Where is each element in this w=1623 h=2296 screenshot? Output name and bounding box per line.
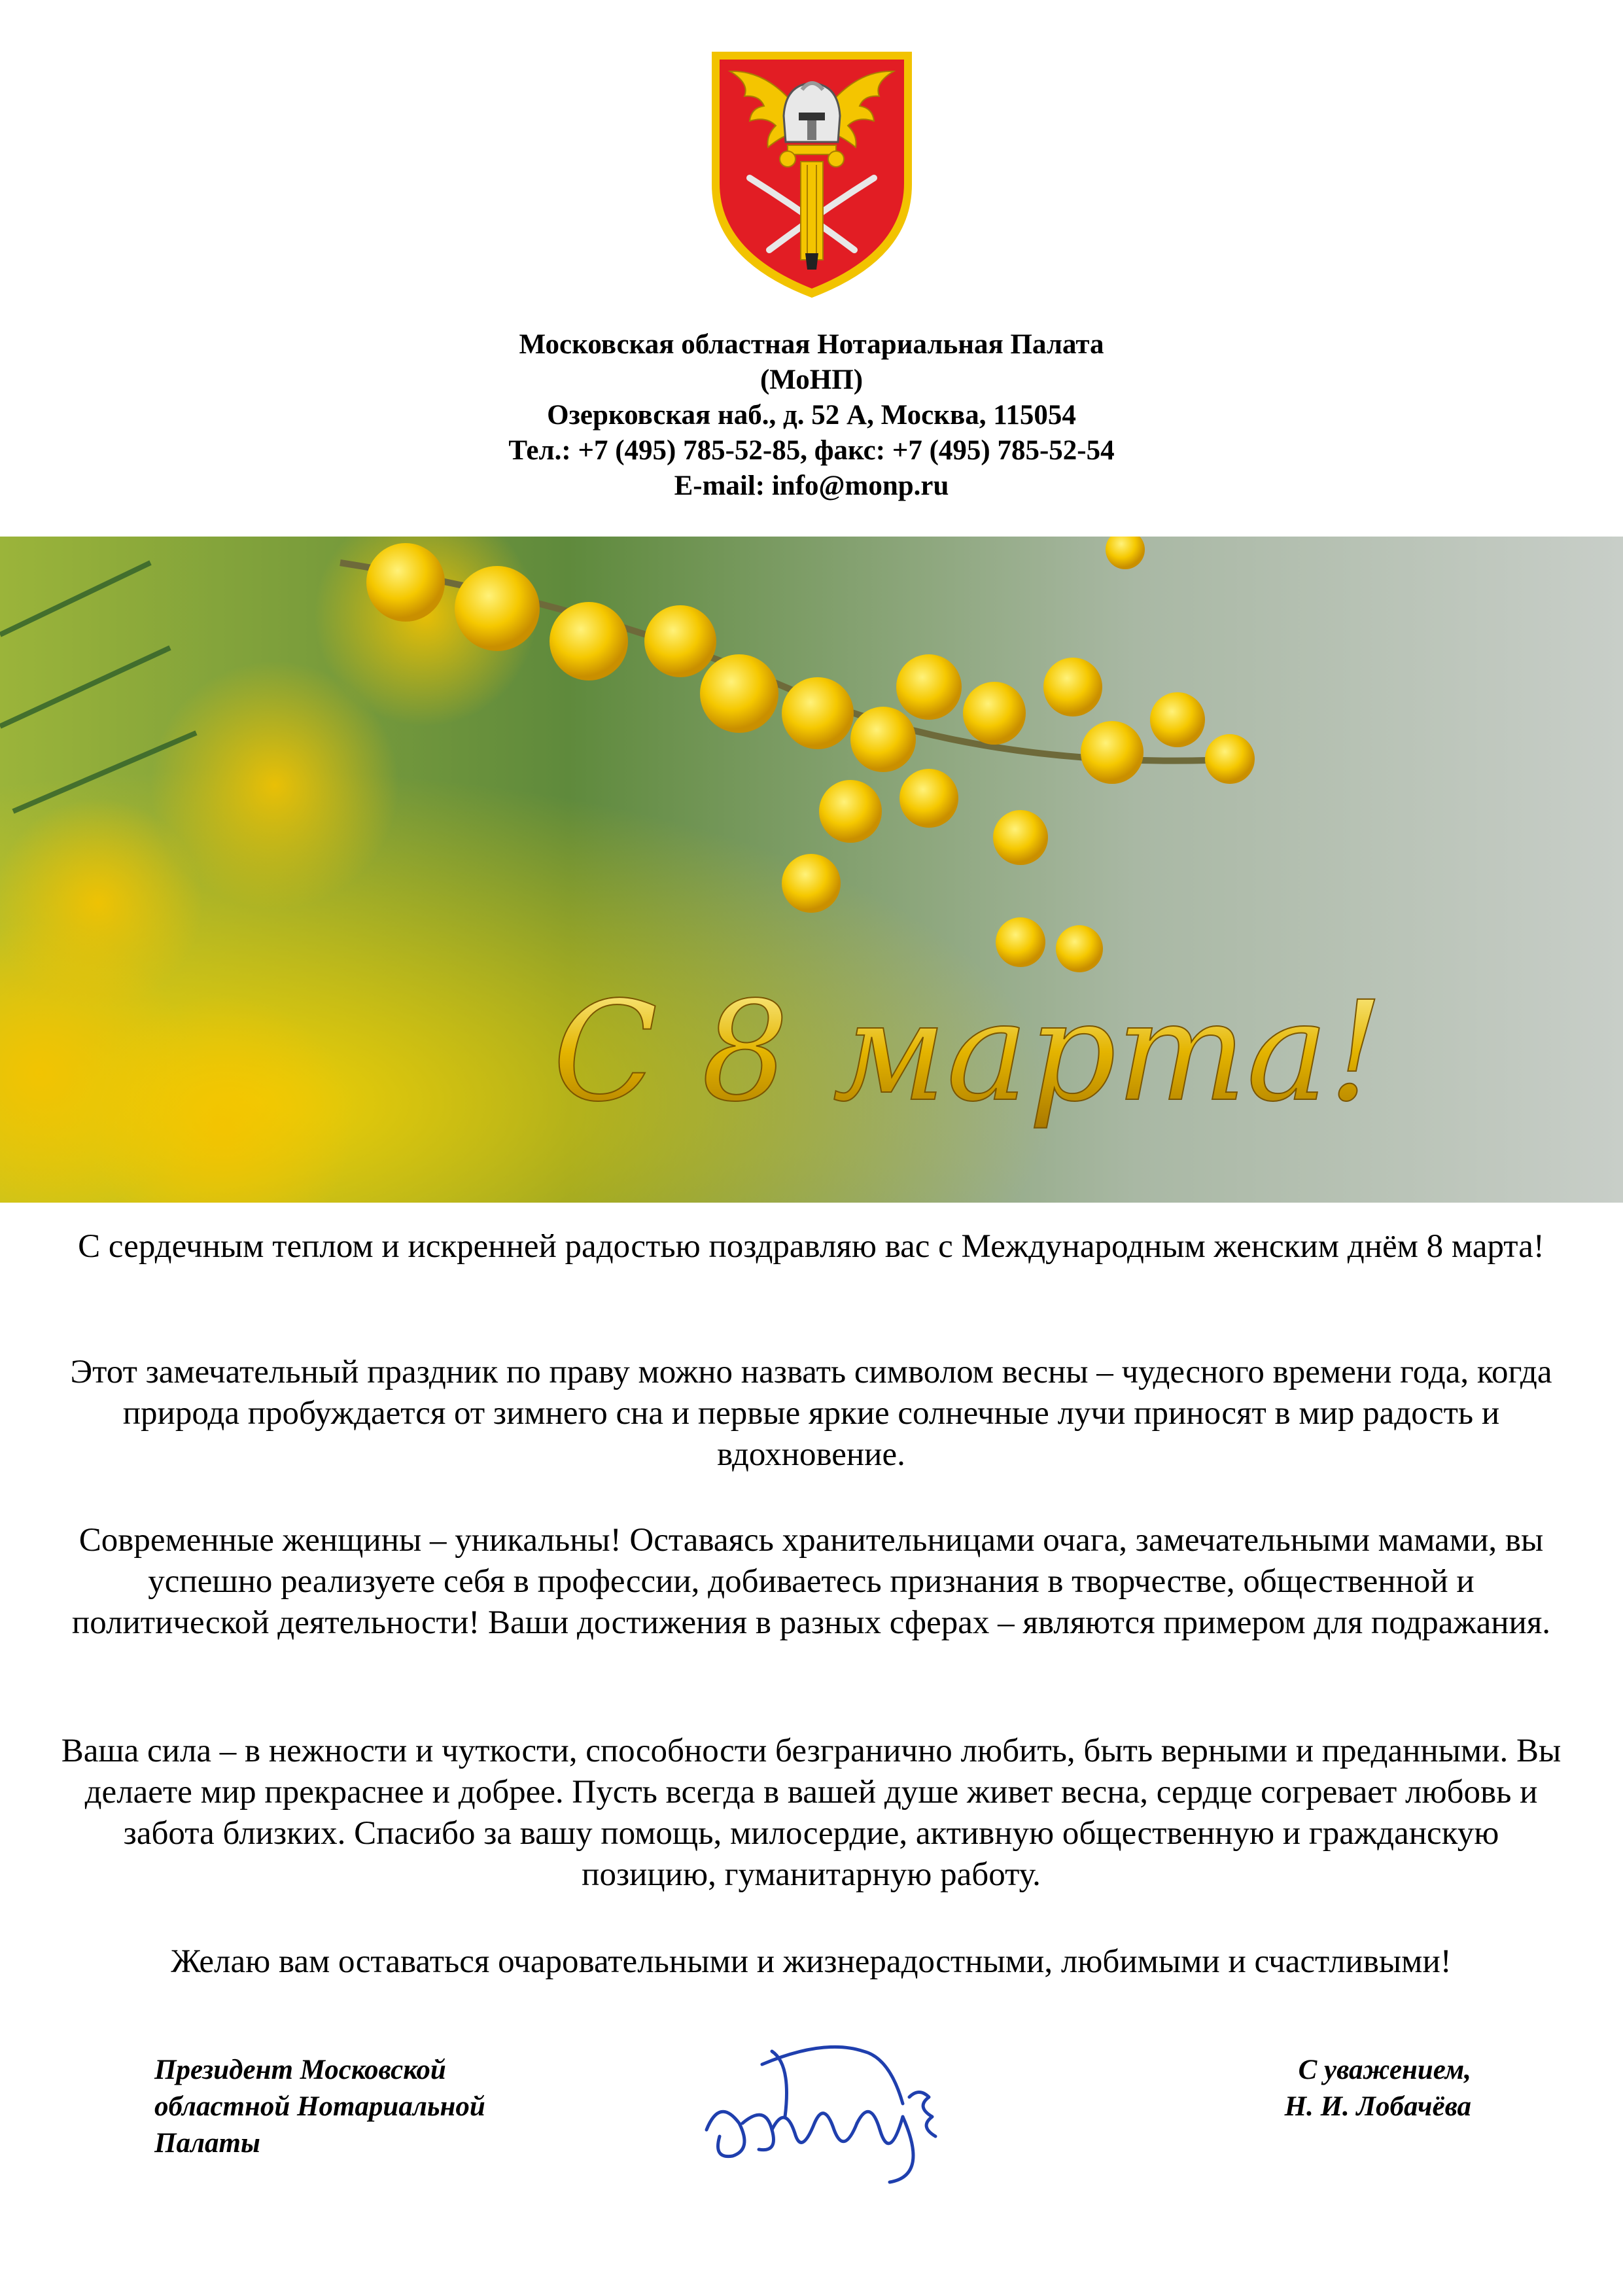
mimosa-banner-image: [0, 537, 1623, 1203]
signatory-name: Н. И. Лобачёва: [1284, 2091, 1471, 2122]
signatory-title: [154, 2052, 485, 2162]
paragraph-2: Этот замечательный праздник по праву можно назвать символом весны – чудесного времени года, когда природа пробуждается от зимнего сна и первые яркие солнечные лучи приносят в мир радость и вдохновение.: [70, 1354, 1552, 1473]
paragraph-3: Современные женщины – уникальны! Оставаясь хранительницами очага, замечательными мамами, вы успешно реализуете себя в профессии, добиваетесь признания в творчестве, общественной и политической деятельности! Ваши достижения в разных сферах – являются примером для подражания.: [71, 1522, 1551, 1641]
paragraph-1: С сердечным теплом и искренней радостью поздравляю вас с Международным женским днём 8 марта!: [78, 1228, 1544, 1265]
title-line: Президент Московской: [154, 2055, 446, 2085]
title-line: Палаты: [154, 2128, 260, 2159]
regards-text: С уважением,: [1298, 2055, 1471, 2085]
coat-of-arms-emblem: [704, 44, 920, 302]
org-phones: Тел.: +7 (495) 785-52-85, факс: +7 (495) 785-52-54: [508, 435, 1115, 466]
mimosa-banner: [0, 537, 1623, 1203]
handwritten-signature: [693, 2025, 1001, 2189]
org-email: E-mail: info@monp.ru: [674, 470, 949, 501]
organization-header: [0, 327, 1623, 504]
org-abbreviation: (МоНП): [759, 364, 864, 395]
org-name: Московская областная Нотариальная Палата: [519, 329, 1104, 360]
title-line: областной Нотариальной: [154, 2091, 485, 2122]
paragraph-4: Ваша сила – в нежности и чуткости, способности безгранично любить, быть верными и преданными. Вы делаете мир прекраснее и добрее. Пусть всегда в вашей душе живет весна, сердце согревает любовь и забота близких. Спасибо за вашу помощь, милосердие, активную общественную и гражданскую позицию, гуманитарную работу.: [61, 1733, 1562, 1893]
greeting-text: С 8 марта!: [552, 972, 1384, 1132]
org-address: Озерковская наб., д. 52 А, Москва, 115054: [547, 400, 1076, 431]
paragraph-5: Желаю вам оставаться очаровательными и жизнерадостными, любимыми и счастливыми!: [171, 1943, 1452, 1980]
signatory-regards: [1285, 2052, 1471, 2125]
